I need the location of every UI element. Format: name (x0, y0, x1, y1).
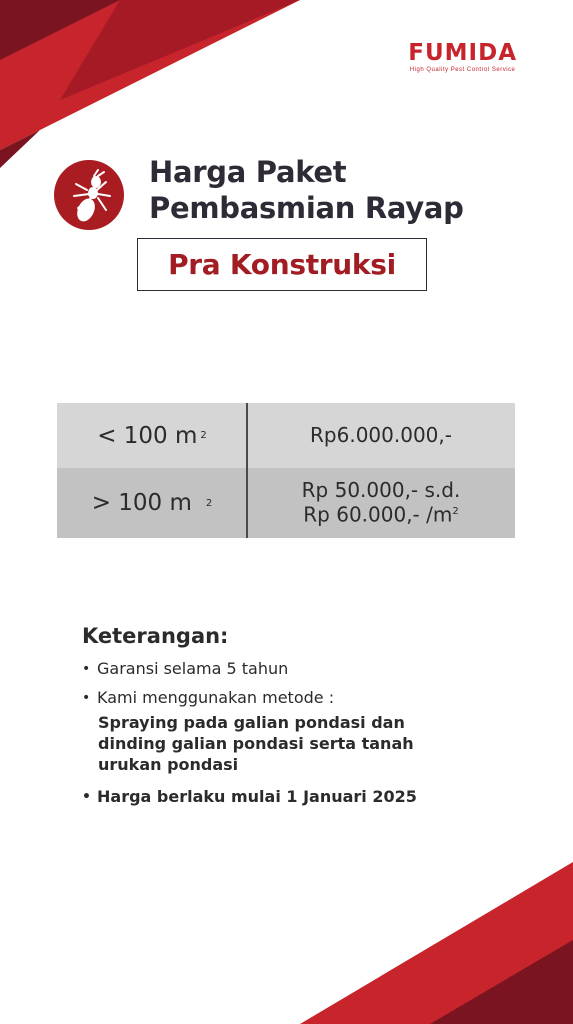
termite-icon (54, 160, 124, 230)
title-line-2: Pembasmian Rayap (149, 191, 464, 225)
notes-section (82, 624, 522, 816)
area-unit-sup: 2 (200, 430, 207, 441)
title-line-1: Harga Paket (149, 155, 347, 189)
price-line-2 (303, 501, 458, 526)
list-item (82, 688, 522, 708)
price-table (57, 403, 515, 538)
price-line-1: Rp 50.000,- s.d. (301, 478, 461, 503)
area-label: < 100 m (97, 422, 198, 449)
list-item (82, 787, 522, 807)
method-detail: Spraying pada galian pondasi dan dinding galian pondasi serta tanah urukan pondasi (98, 713, 414, 774)
brand-name: FUMIDA (408, 40, 517, 66)
notes-title: Keterangan: (82, 624, 229, 648)
subtitle: Pra Konstruksi (168, 248, 396, 281)
area-label: > 100 m (91, 490, 192, 516)
bullet-icon: • (82, 661, 91, 677)
table-row (57, 468, 515, 538)
brand-tagline: High Quality Pest Control Service (409, 67, 516, 73)
page-title (149, 154, 464, 226)
note-text: Harga berlaku mulai 1 Januari 2025 (97, 787, 417, 806)
price-cell (247, 468, 515, 538)
subtitle-box (137, 238, 427, 291)
note-text: Kami menggunakan metode : (97, 688, 335, 707)
area-unit-sup: 2 (205, 497, 213, 509)
bullet-icon: • (82, 789, 91, 805)
area-cell (57, 468, 247, 538)
note-text: Garansi selama 5 tahun (97, 659, 289, 678)
column-divider (246, 403, 248, 538)
table-row (57, 403, 515, 468)
price-line: Rp6.000.000,- (310, 423, 452, 447)
brand-logo (408, 40, 517, 73)
bullet-icon: • (82, 690, 91, 706)
price-cell (247, 403, 515, 468)
list-item (82, 659, 522, 679)
price-per-unit: Rp 60.000,- /m (303, 502, 453, 527)
area-cell (57, 403, 247, 468)
price-unit-sup: 2 (452, 506, 459, 518)
